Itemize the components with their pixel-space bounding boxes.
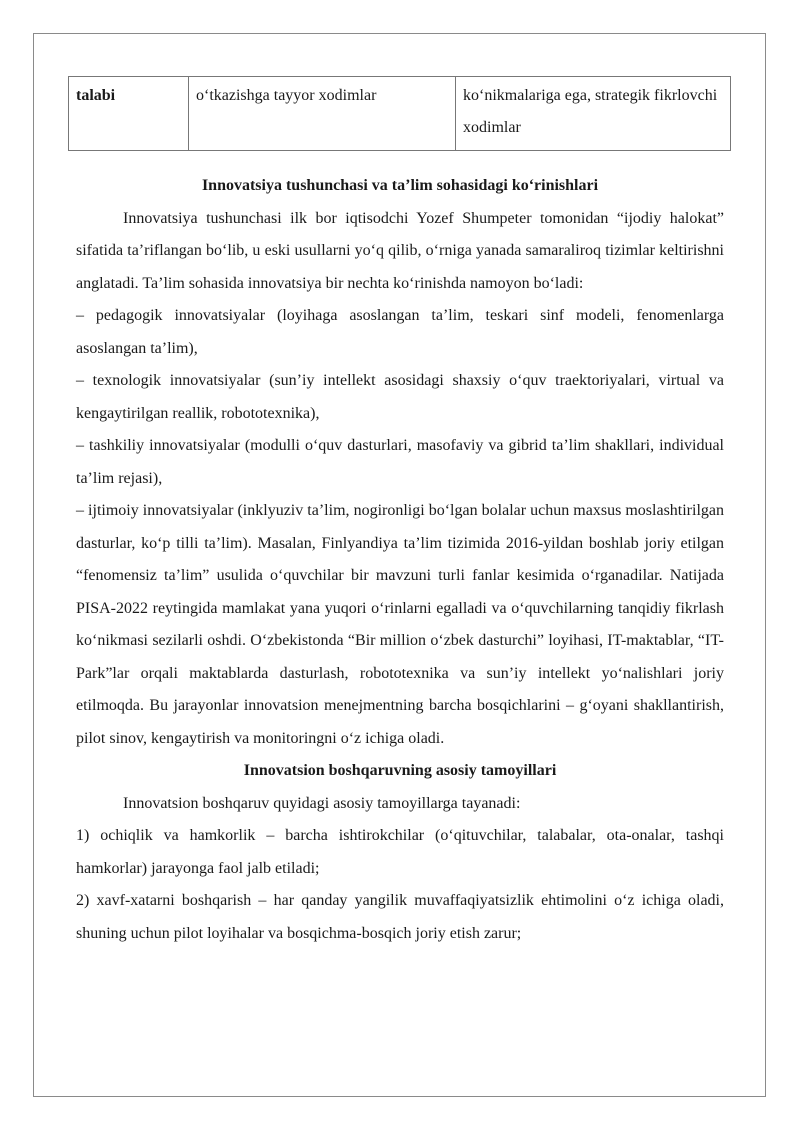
list-item: – texnologik innovatsiyalar (sun’iy intellekt asosidagi shaxsiy o‘quv traektoriyalari, virtual va kengaytirilgan reallik, robototexnika), xyxy=(76,372,724,422)
paragraph: Innovatsion boshqaruv quyidagi asosiy tamoyillarga tayanadi: xyxy=(123,794,521,812)
paragraph: Innovatsiya tushunchasi ilk bor iqtisodchi Yozef Shumpeter tomonidan “ijodiy halokat” sifatida ta’riflangan bo‘lib, u eski usullarni yo‘q qilib, o‘rniga yanada samaraliroq tizimlar keltirishni anglatadi. Ta’lim sohasida innovatsiya bir nechta ko‘rinishda namoyon bo‘ladi: xyxy=(76,209,724,292)
list-item: 2) xavf-xatarni boshqarish – har qanday yangilik muvaffaqiyatsizlik ehtimolini o‘z ichiga oladi, shuning uchun pilot loyihalar va bosqichma-bosqich joriy etish zarur; xyxy=(76,892,724,942)
requirements-table xyxy=(68,76,731,151)
list-item: 1) ochiqlik va hamkorlik – barcha ishtirokchilar (o‘qituvchilar, talabalar, ota-onalar, tashqi hamkorlar) jarayonga faol jalb etiladi; xyxy=(76,827,724,877)
table-row xyxy=(69,77,731,151)
table-cell-label: talabi xyxy=(69,77,189,151)
document-body xyxy=(76,170,724,950)
section-heading: Innovatsion boshqaruvning asosiy tamoyillari xyxy=(243,762,557,779)
list-item: – ijtimoiy innovatsiyalar (inklyuziv ta’lim, nogironligi bo‘lgan bolalar uchun maxsus moslashtirilgan dasturlar, ko‘p tilli ta’lim). Masalan, Finlyandiya ta’lim tizimida 2016-yildan boshlab joriy etilgan “fenomensiz ta’lim” usulida o‘quvchilar bir mavzuni turli fanlar kesimida o‘rganadilar. Natijada PISA-2022 reytingida mamlakat yana yuqori o‘rinlarni egalladi va o‘quvchilarning tanqidiy fikrlash ko‘nikmasi sezilarli oshdi. O‘zbekistonda “Bir million o‘zbek dasturchi” loyihasi, IT-maktablar, “IT-Park”lar orqali maktablarda dasturlash, robototexnika va sun’iy intellekt yo‘nalishlari joriy etilmoqda. Bu jarayonlar innovatsion menejmentning barcha bosqichlarini – g‘oyani shakllantirish, pilot sinov, kengaytirish va monitoringni o‘z ichiga oladi. xyxy=(76,502,724,747)
section-heading: Innovatsiya tushunchasi va ta’lim sohasidagi ko‘rinishlari xyxy=(201,177,599,194)
table-cell: o‘tkazishga tayyor xodimlar xyxy=(189,77,456,151)
list-item: – pedagogik innovatsiyalar (loyihaga asoslangan ta’lim, teskari sinf modeli, fenomenlarga asoslangan ta’lim), xyxy=(76,307,724,357)
table-cell: ko‘nikmalariga ega, strategik fikrlovchi xodimlar xyxy=(456,77,731,151)
list-item: – tashkiliy innovatsiyalar (modulli o‘quv dasturlari, masofaviy va gibrid ta’lim shakllari, individual ta’lim rejasi), xyxy=(76,437,724,487)
